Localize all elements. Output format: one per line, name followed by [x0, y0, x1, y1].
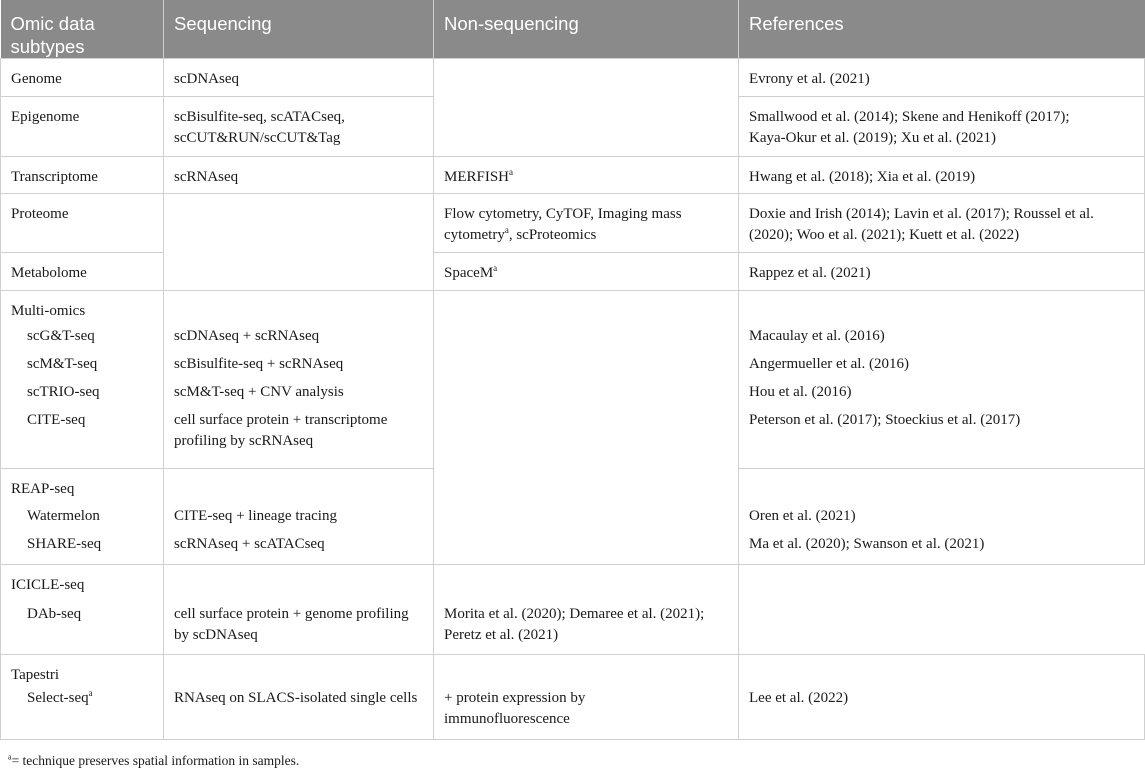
- footnote-text: = technique preserves spatial information in samples.: [11, 753, 300, 768]
- cell-sequencing: CITE-seq + lineage tracing: [164, 502, 434, 530]
- footnote-mark: a: [8, 752, 12, 762]
- text-line: cytometry: [444, 227, 505, 243]
- cell-reference: Lee et al. (2022): [739, 686, 1145, 739]
- table-row: [1, 157, 1145, 194]
- cell-sequencing: [164, 655, 434, 687]
- cell-reference: Peterson et al. (2017); Stoeckius et al. (2017): [739, 406, 1145, 468]
- text-line: + protein expression by: [444, 690, 586, 706]
- header-non-sequencing: Non-sequencing: [434, 0, 739, 59]
- text-line: immunofluorescence: [444, 711, 570, 727]
- cell-subtype: scM&T-seq: [1, 350, 164, 378]
- cell-subtype: REAP-seq: [1, 468, 164, 502]
- cell-sequencing: [164, 406, 434, 468]
- cell-sequencing: [164, 468, 434, 502]
- cell-non-sequencing: [434, 686, 739, 739]
- text-line: MERFISH: [444, 169, 510, 185]
- cell-reference: Hou et al. (2016): [739, 378, 1145, 406]
- text-line: Doxie and Irish (2014); Lavin et al. (2017); Roussel et al.: [749, 206, 1094, 222]
- text-line: profiling by scRNAseq: [174, 433, 314, 449]
- table-row: [1, 194, 1145, 253]
- cell-reference: [739, 194, 1145, 253]
- text-line: (2020); Woo et al. (2021); Kuett et al. (2022): [749, 227, 1020, 243]
- table-row: [1, 564, 1145, 596]
- text-line: , scProteomics: [508, 227, 597, 243]
- cell-subtype: scG&T-seq: [1, 322, 164, 350]
- cell-reference: Macaulay et al. (2016): [739, 322, 1145, 350]
- cell-non-sequencing: [434, 291, 739, 565]
- cell-subtype: ICICLE-seq: [1, 564, 164, 596]
- cell-subtype: Multi-omics: [1, 291, 164, 323]
- cell-reference: Oren et al. (2021): [739, 502, 1145, 530]
- cell-subtype: Tapestri: [1, 655, 164, 687]
- cell-subtype: SHARE-seq: [1, 530, 164, 564]
- cell-sequencing: scDNAseq: [164, 59, 434, 97]
- cell-subtype: Genome: [1, 59, 164, 97]
- cell-subtype: Transcriptome: [1, 157, 164, 194]
- table-row: [1, 686, 1145, 739]
- text-line: Kaya-Okur et al. (2019); Xu et al. (2021): [749, 130, 997, 146]
- cell-sequencing: [164, 291, 434, 323]
- header-references: References: [739, 0, 1145, 59]
- cell-subtype: [1, 686, 164, 739]
- header-sequencing: Sequencing: [164, 0, 434, 59]
- cell-subtype: Watermelon: [1, 502, 164, 530]
- text-line: by scDNAseq: [174, 626, 258, 643]
- text-line: cell surface protein + transcriptome: [174, 412, 388, 428]
- cell-reference: [739, 468, 1145, 502]
- footnote-mark: a: [493, 263, 498, 273]
- cell-subtype: CITE-seq: [1, 406, 164, 468]
- cell-reference: Rappez et al. (2021): [739, 253, 1145, 291]
- header-row: [1, 0, 1145, 59]
- table-row: [1, 596, 1145, 655]
- text-line: scCUT&RUN/scCUT&Tag: [174, 130, 341, 146]
- footnote-mark: a: [504, 225, 509, 235]
- text-line: Select-seq: [27, 690, 89, 706]
- cell-non-sequencing: [434, 157, 739, 194]
- text-line: scBisulfite-seq, scATACseq,: [174, 109, 345, 125]
- text-line: cell surface protein + genome profiling: [174, 605, 409, 622]
- cell-subtype: DAb-seq: [1, 596, 164, 655]
- cell-sequencing: [164, 564, 434, 596]
- cell-sequencing: scRNAseq: [164, 157, 434, 194]
- cell-sequencing: scRNAseq + scATACseq: [164, 530, 434, 564]
- footnote-mark: a: [88, 688, 93, 698]
- cell-reference: [739, 291, 1145, 323]
- cell-sequencing: scBisulfite-seq + scRNAseq: [164, 350, 434, 378]
- table-row: [1, 59, 1145, 97]
- cell-reference: [739, 97, 1145, 157]
- cell-sequencing: [164, 97, 434, 157]
- table-row: [1, 291, 1145, 323]
- cell-reference: [739, 655, 1145, 687]
- cell-non-sequencing: [434, 194, 739, 253]
- cell-reference: Ma et al. (2020); Swanson et al. (2021): [739, 530, 1145, 564]
- cell-reference: [434, 564, 739, 596]
- cell-non-sequencing: [434, 59, 739, 157]
- cell-sequencing: [164, 596, 434, 655]
- cell-reference: Angermueller et al. (2016): [739, 350, 1145, 378]
- cell-subtype: scTRIO-seq: [1, 378, 164, 406]
- cell-non-sequencing: [434, 655, 739, 687]
- cell-sequencing: [164, 194, 434, 291]
- cell-sequencing: scDNAseq + scRNAseq: [164, 322, 434, 350]
- cell-sequencing: RNAseq on SLACS-isolated single cells: [164, 686, 434, 739]
- header-omic-subtypes: Omic data subtypes: [1, 0, 164, 59]
- text-line: SpaceM: [444, 265, 494, 281]
- table-row: [1, 655, 1145, 687]
- cell-sequencing: scM&T-seq + CNV analysis: [164, 378, 434, 406]
- text-line: Smallwood et al. (2014); Skene and Henikoff (2017);: [749, 109, 1070, 125]
- footnote-mark: a: [509, 167, 514, 177]
- cell-reference: Evrony et al. (2021): [739, 59, 1145, 97]
- cell-subtype: Proteome: [1, 194, 164, 253]
- cell-non-sequencing: [434, 253, 739, 291]
- cell-subtype: Metabolome: [1, 253, 164, 291]
- cell-reference: Hwang et al. (2018); Xia et al. (2019): [739, 157, 1145, 194]
- text-line: Flow cytometry, CyTOF, Imaging mass: [444, 206, 682, 222]
- cell-subtype: Epigenome: [1, 97, 164, 157]
- cell-reference: Morita et al. (2020); Demaree et al. (2021); Peretz et al. (2021): [434, 596, 739, 655]
- table-footnote: [8, 753, 299, 769]
